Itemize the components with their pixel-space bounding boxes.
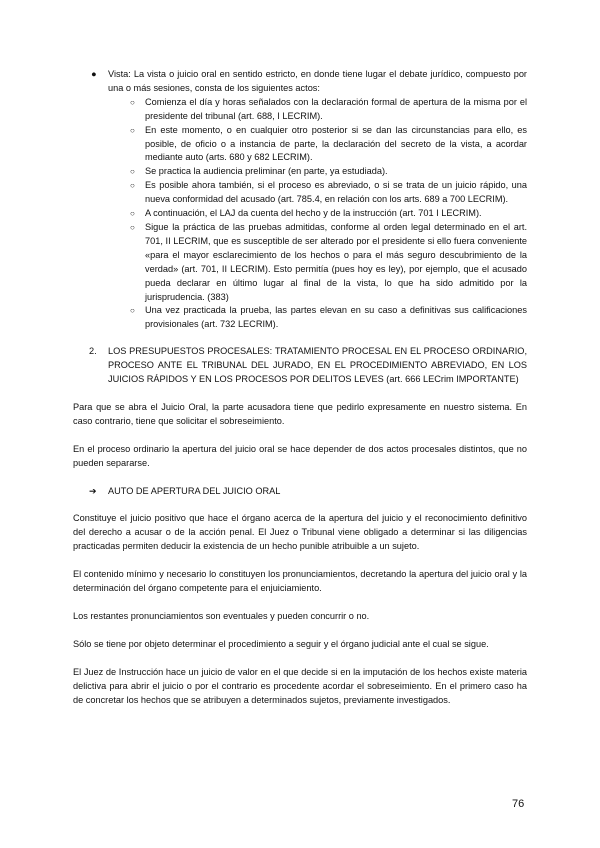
section-2-heading bbox=[73, 345, 527, 387]
list-item: ○ Es posible ahora también, si el proceso es abreviado, o si se trata de un juicio rápido, una nueva conformidad del acusado (art. 785.4, en relación con los arts. 689 a 700 LECRIM). bbox=[130, 180, 527, 205]
vista-item bbox=[73, 68, 527, 332]
circle-bullet-icon: ○ bbox=[130, 125, 135, 135]
paragraph: Para que se abra el Juicio Oral, la parte acusadora tiene que pedirlo expresamente en nuestro sistema. En caso contrario, tiene que solicitar el sobreseimiento. bbox=[73, 401, 527, 426]
vista-list bbox=[73, 68, 527, 332]
vista-acts-list bbox=[108, 96, 527, 332]
list-item: ○ Sigue la práctica de las pruebas admitidas, conforme al orden legal determinado en el art. 701, II LECRIM, que es susceptible de ser alterado por el presidente si ello fuera conveniente «para el mayor esclarecimiento de los hechos o para el más seguro descubrimiento de la verdad» (art. 701, II LECRIM). Esto permitía (pues hoy es ley), por ejemplo, que el acusado pueda declarar en último lugar al final de la vista, lo que ha sido admitido por la jurisprudencia. (383) bbox=[130, 221, 527, 302]
auto-heading-text: AUTO DE APERTURA DEL JUICIO ORAL bbox=[108, 485, 281, 496]
auto-heading bbox=[73, 485, 527, 499]
paragraph: Sólo se tiene por objeto determinar el procedimiento a seguir y el órgano judicial ante el cual se sigue. bbox=[73, 638, 489, 649]
list-item: ○ En este momento, o en cualquier otro posterior si se dan las circunstancias para ello, es posible, de oficio o a instancia de parte, la declaración del secreto de la vista, a acordar mediante auto (arts. 680 y 682 LECRIM). bbox=[130, 124, 527, 163]
page-content bbox=[73, 68, 527, 708]
arrow-right-icon: ➔ bbox=[89, 485, 97, 496]
paragraph: Constituye el juicio positivo que hace el órgano acerca de la apertura del juicio y el reconocimiento definitivo del derecho a acusar o de la acción penal. El Juez o Tribunal viene obligado a determinar si las diligencias practicadas permiten deducir la existencia de un hecho punible atribuible a un sujeto. bbox=[73, 513, 527, 552]
circle-bullet-icon: ○ bbox=[130, 97, 135, 107]
circle-bullet-icon: ○ bbox=[130, 181, 135, 191]
list-item: ○ Una vez practicada la prueba, las partes elevan en su caso a definitivas sus calificaciones provisionales (art. 732 LECRIM). bbox=[130, 305, 527, 330]
circle-bullet-icon: ○ bbox=[130, 209, 135, 219]
section-title: LOS PRESUPUESTOS PROCESALES: TRATAMIENTO PROCESAL EN EL PROCESO ORDINARIO, PROCESO ANTE EL TRIBUNAL DEL JURADO, EN EL PROCEDIMIENTO ABREVIADO, EN LOS JUICIOS RÁPIDOS Y EN LOS PROCESOS POR DELITOS LEVES (art. 666 LECrim IMPORTANTE) bbox=[108, 346, 527, 385]
list-item: ○ A continuación, el LAJ da cuenta del hecho y de la instrucción (art. 701 I LECRIM). bbox=[108, 207, 527, 221]
circle-bullet-icon: ○ bbox=[130, 306, 135, 316]
circle-bullet-icon: ○ bbox=[130, 167, 135, 177]
paragraph: El Juez de Instrucción hace un juicio de valor en el que decide si en la imputación de los hechos existe materia delictiva para abrir el juicio o por el contrario es procedente acordar el sobreseimiento. En el primero caso ha de concretar los hechos que se atribuyen a determinados sujetos, previamente investigados. bbox=[73, 666, 527, 705]
paragraph: En el proceso ordinario la apertura del juicio oral se hace depender de dos actos procesales distintos, que no pueden separarse. bbox=[73, 443, 527, 468]
paragraph: Los restantes pronunciamientos son eventuales y pueden concurrir o no. bbox=[73, 611, 370, 621]
section-number: 2. bbox=[89, 346, 97, 357]
circle-bullet-icon: ○ bbox=[130, 222, 135, 232]
page-number: 76 bbox=[512, 798, 525, 810]
bullet-dot-icon: ● bbox=[91, 69, 97, 79]
list-item: ○ Comienza el día y horas señalados con la declaración formal de apertura de la misma por el presidente del tribunal (art. 688, I LECRIM). bbox=[130, 96, 527, 121]
paragraph: El contenido mínimo y necesario lo constituyen los pronunciamientos, decretando la apertura del juicio oral y la determinación del órgano competente para el enjuiciamiento. bbox=[73, 569, 527, 594]
vista-label: Vista: La vista o juicio oral en sentido estricto, en donde tiene lugar el debate jurídico, compuesto por una o más sesiones, consta de los siguientes actos: bbox=[108, 69, 527, 93]
list-item: ○ Se practica la audiencia preliminar (en parte, ya estudiada). bbox=[108, 165, 527, 179]
